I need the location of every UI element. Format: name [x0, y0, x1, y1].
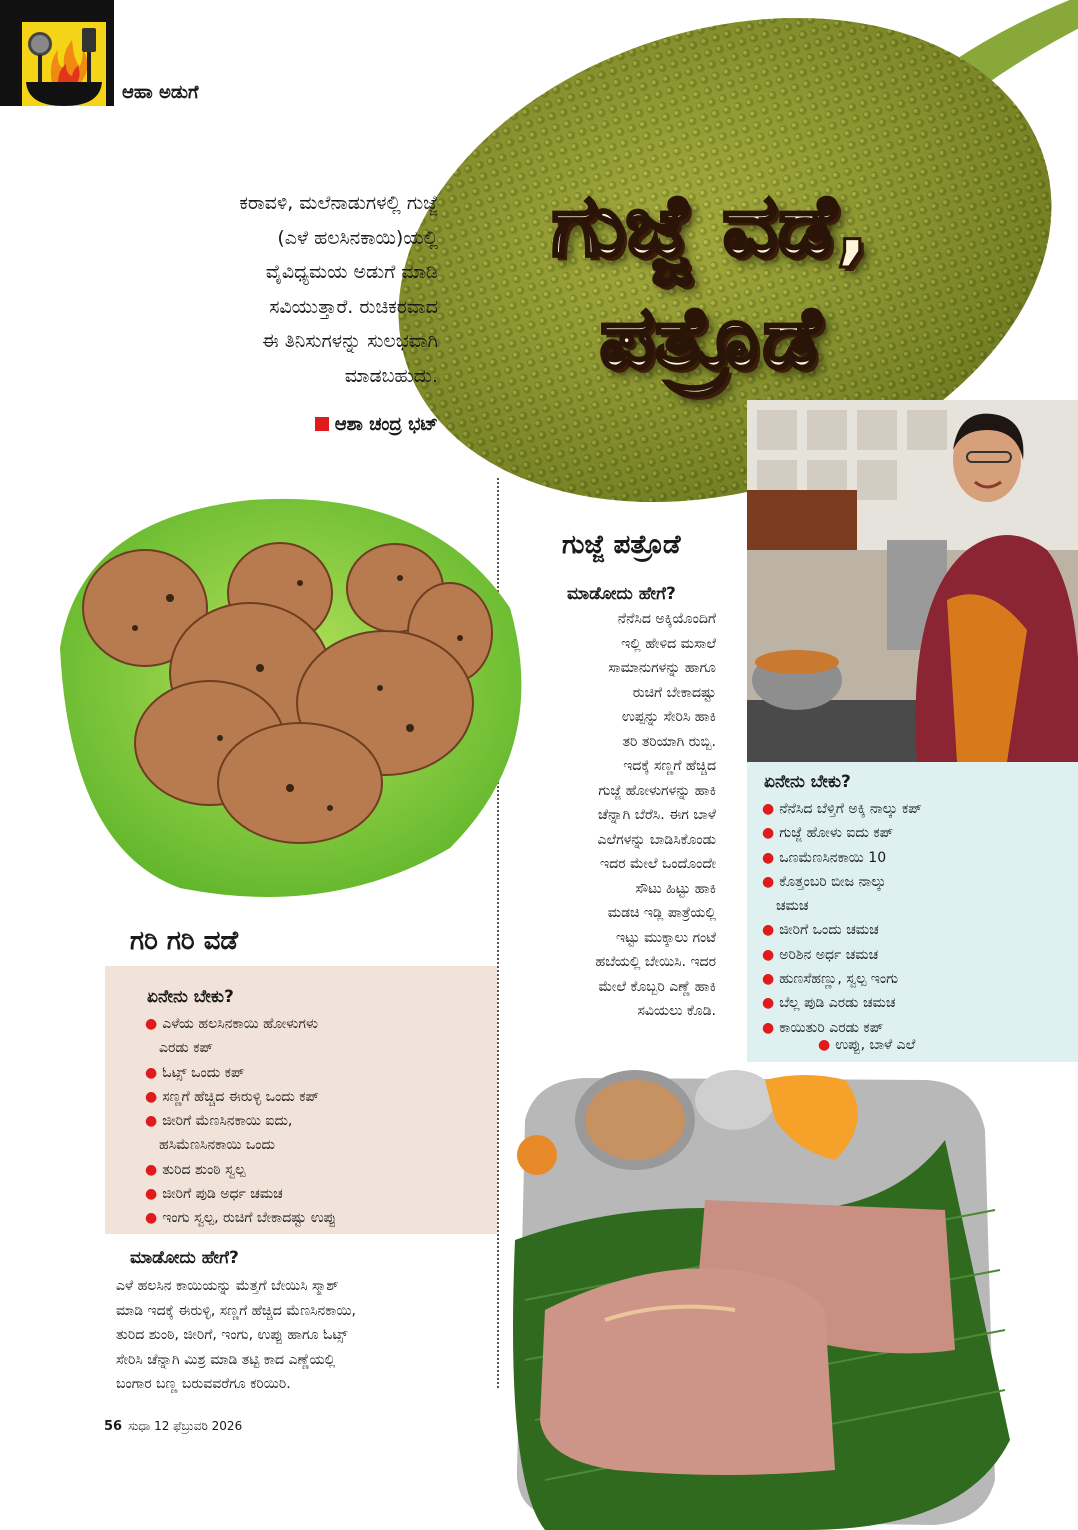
list-item: ● ತುರಿದ ಶುಂಠಿ ಸ್ವಲ್ಪ	[145, 1161, 246, 1178]
list-item: ● ಸಣ್ಣಗೆ ಹೆಚ್ಚಿದ ಈರುಳ್ಳಿ ಒಂದು ಕಪ್	[145, 1088, 320, 1105]
howto-line: ಇಟ್ಟು ಮುಕ್ಕಾಲು ಗಂಟೆ	[616, 929, 716, 946]
list-item: ● ಎಳೆಯ ಹಲಸಿನಕಾಯಿ ಹೋಳುಗಳು ಎರಡು ಕಪ್	[145, 1016, 318, 1057]
patrode-heading: ಗುಜ್ಜೆ ಪತ್ರೊಡೆ	[562, 530, 681, 560]
title-line-1: ಗುಜ್ಜೆ ವಡೆ,	[551, 176, 869, 276]
section-label: ಆಹಾ ಅಡುಗೆ	[122, 82, 199, 103]
bullet-icon: ●	[762, 995, 775, 1012]
howto-line: ಮಡಚಿ ಇಡ್ಲಿ ಪಾತ್ರೆಯಲ್ಲಿ	[607, 905, 716, 921]
list-item: ● ಉಪ್ಪು, ಬಾಳೆ ಎಲೆ	[818, 1037, 916, 1053]
bullet-icon: ●	[145, 1016, 158, 1032]
patrode-platter-image	[505, 1060, 1010, 1530]
howto-line: ಮೇಲೆ ಕೊಬ್ಬರಿ ಎಣ್ಣೆ ಹಾಕಿ	[598, 978, 716, 995]
howto-line: ಹಬೆಯಲ್ಲಿ ಬೇಯಿಸಿ. ಇದರ	[595, 954, 716, 970]
author-byline	[232, 414, 438, 435]
bullet-icon: ●	[145, 1088, 158, 1105]
bullet-icon: ●	[145, 1064, 158, 1081]
article-title	[470, 170, 950, 394]
bullet-icon: ●	[762, 825, 775, 842]
bullet-icon: ●	[762, 946, 775, 963]
list-item: ● ಓಟ್ಸ್ ಒಂದು ಕಪ್	[145, 1064, 245, 1081]
list-item: ● ಕೊತ್ತಂಬರಿ ಬೀಜ ನಾಲ್ಕು	[762, 873, 887, 890]
howto-line: ಸೌಟು ಹಿಟ್ಟು ಹಾಕಿ	[635, 880, 716, 897]
patrode-needs-label: ಏನೇನು ಬೇಕು?	[764, 772, 851, 792]
list-item: ● ಹುಣಸೆಹಣ್ಣು, ಸ್ವಲ್ಪ ಇಂಗು	[762, 971, 899, 988]
howto-line: ಎಳೆ ಹಲಸಿನ ಕಾಯಿಯನ್ನು ಮೆತ್ತಗೆ ಬೇಯಿಸಿ ಸ್ಮಾಶ್	[116, 1278, 339, 1294]
list-item: ● ಗುಜ್ಜೆ ಹೋಳು ಐದು ಕಪ್	[762, 825, 894, 842]
list-item: ● ಜೀರಿಗೆ ಪುಡಿ ಅರ್ಧ ಚಮಚ	[145, 1186, 283, 1203]
howto-line: ನೆನೆಸಿದ ಅಕ್ಕಿಯೊಂದಿಗೆ	[617, 611, 716, 627]
bullet-icon: ●	[145, 1210, 158, 1227]
howto-line: ಇದರ ಮೇಲೆ ಒಂದೊಂದೇ	[600, 856, 716, 872]
vada-ingredient-list	[145, 1012, 485, 1231]
list-item: ● ಜೀರಿಗೆ ಮೆಣಸಿನಕಾಯಿ ಐದು, ಹಸಿಮೆಣಸಿನಕಾಯಿ ಒಂದು	[145, 1113, 293, 1154]
list-item-continued: ಚಮಚ	[776, 898, 809, 915]
list-item: ● ಒಣಮೆಣಸಿನಕಾಯಿ 10	[762, 849, 887, 866]
bullet-icon: ●	[145, 1161, 158, 1178]
red-square-icon	[315, 417, 329, 431]
bullet-icon: ●	[762, 849, 775, 866]
howto-line: ಸವಿಯಲು ಕೊಡಿ.	[637, 1003, 716, 1019]
vada-howto-text	[116, 1274, 496, 1397]
howto-line: ಮಾಡಿ ಇದಕ್ಕೆ ಈರುಳ್ಳಿ, ಸಣ್ಣಗೆ ಹೆಚ್ಚಿದ ಮೆಣಸಿನಕಾಯಿ,	[116, 1302, 356, 1319]
intro-line: ಕರಾವಳಿ, ಮಲೆನಾಡುಗಳಲ್ಲಿ ಗುಜ್ಜೆ	[239, 192, 438, 214]
bullet-icon: ●	[818, 1037, 831, 1053]
bullet-icon: ●	[145, 1113, 158, 1130]
howto-line: ಗುಜ್ಜೆ ಹೋಳುಗಳನ್ನು ಹಾಕಿ	[598, 782, 716, 799]
bullet-icon: ●	[145, 1186, 158, 1203]
patrode-ingredient-list	[762, 797, 982, 1040]
bullet-icon: ●	[762, 971, 775, 988]
list-item: ● ಕಾಯಿತುರಿ ಎರಡು ಕಪ್	[762, 1019, 884, 1036]
howto-line: ತುರಿದ ಶುಂಠಿ, ಜೀರಿಗೆ, ಇಂಗು, ಉಪ್ಪು ಹಾಗೂ ಓಟ್ಸ್	[116, 1327, 348, 1343]
list-item: ● ಅರಿಶಿನ ಅರ್ಧ ಚಮಚ	[762, 946, 879, 963]
bullet-icon: ●	[762, 801, 775, 817]
footer-text: ಸುಧಾ 12 ಫೆಬ್ರುವರಿ 2026	[128, 1419, 243, 1433]
howto-line: ಉಪ್ಪನ್ನು ಸೇರಿಸಿ ಹಾಕಿ	[621, 709, 716, 725]
vada-howto-label: ಮಾಡೋದು ಹೇಗೆ?	[130, 1248, 239, 1268]
patrode-howto-text	[550, 607, 716, 1024]
vada-plate-image	[50, 488, 540, 908]
kitchen-logo	[22, 22, 106, 106]
list-item: ● ಜೀರಿಗೆ ಒಂದು ಚಮಚ	[762, 922, 879, 939]
howto-line: ಎಲೆಗಳನ್ನು ಬಾಡಿಸಿಕೊಂಡು	[597, 831, 716, 848]
howto-line: ಬಂಗಾರ ಬಣ್ಣ ಬರುವವರೆಗೂ ಕರಿಯಿರಿ.	[116, 1376, 291, 1392]
cook-photo	[747, 400, 1078, 762]
list-item: ● ನೆನೆಸಿದ ಬೆಳ್ತಿಗೆ ಅಕ್ಕಿ ನಾಲ್ಕು ಕಪ್	[762, 801, 922, 817]
howto-line: ಸೇರಿಸಿ ಚೆನ್ನಾಗಿ ಮಿಶ್ರ ಮಾಡಿ ತಟ್ಟಿ ಕಾದ ಎಣ್ಣೆಯಲ್ಲಿ	[116, 1351, 336, 1368]
vada-heading: ಗರಿ ಗರಿ ವಡೆ	[130, 926, 238, 956]
bullet-icon: ●	[762, 1019, 775, 1036]
bullet-icon: ●	[762, 922, 775, 939]
author-name: ಆಶಾ ಚಂದ್ರ ಭಟ್	[334, 414, 438, 435]
intro-line: ಸವಿಯುತ್ತಾರೆ. ರುಚಿಕರವಾದ	[269, 295, 438, 318]
patrode-howto-label: ಮಾಡೋದು ಹೇಗೆ?	[567, 584, 676, 604]
intro-line: ಈ ತಿನಿಸುಗಳನ್ನು ಸುಲಭವಾಗಿ	[262, 330, 438, 352]
page-footer	[104, 1419, 242, 1434]
intro-text	[120, 186, 438, 393]
page-number: 56	[104, 1419, 123, 1434]
howto-line: ಇದಕ್ಕೆ ಸಣ್ಣಗೆ ಹೆಚ್ಚಿದ	[623, 758, 716, 774]
intro-line: ಮಾಡಬಹುದು.	[344, 364, 438, 387]
howto-line: ರುಚಿಗೆ ಬೇಕಾದಷ್ಟು	[632, 684, 716, 701]
list-item: ● ಇಂಗು ಸ್ವಲ್ಪ, ರುಚಿಗೆ ಬೇಕಾದಷ್ಟು ಉಪ್ಪು	[145, 1210, 337, 1227]
title-line-2: ಪತ್ರೊಡೆ	[599, 288, 821, 388]
bullet-icon: ●	[762, 873, 775, 890]
list-item: ● ಬೆಲ್ಲ ಪುಡಿ ಎರಡು ಚಮಚ	[762, 995, 896, 1012]
howto-line: ಚೆನ್ನಾಗಿ ಬೆರೆಸಿ. ಈಗ ಬಾಳೆ	[597, 807, 716, 823]
vada-needs-label: ಏನೇನು ಬೇಕು?	[147, 987, 234, 1007]
howto-line: ತರಿ ತರಿಯಾಗಿ ರುಬ್ಬಿ.	[622, 733, 716, 750]
intro-line: ವೈವಿಧ್ಯಮಯ ಅಡುಗೆ ಮಾಡಿ	[265, 261, 438, 283]
intro-line: (ಎಳೆ ಹಲಸಿನಕಾಯಿ)ಯಲ್ಲಿ	[277, 226, 438, 249]
howto-line: ಸಾಮಾನುಗಳನ್ನು ಹಾಗೂ	[608, 660, 716, 676]
howto-line: ಇಲ್ಲಿ ಹೇಳಿದ ಮಸಾಲೆ	[621, 635, 716, 652]
